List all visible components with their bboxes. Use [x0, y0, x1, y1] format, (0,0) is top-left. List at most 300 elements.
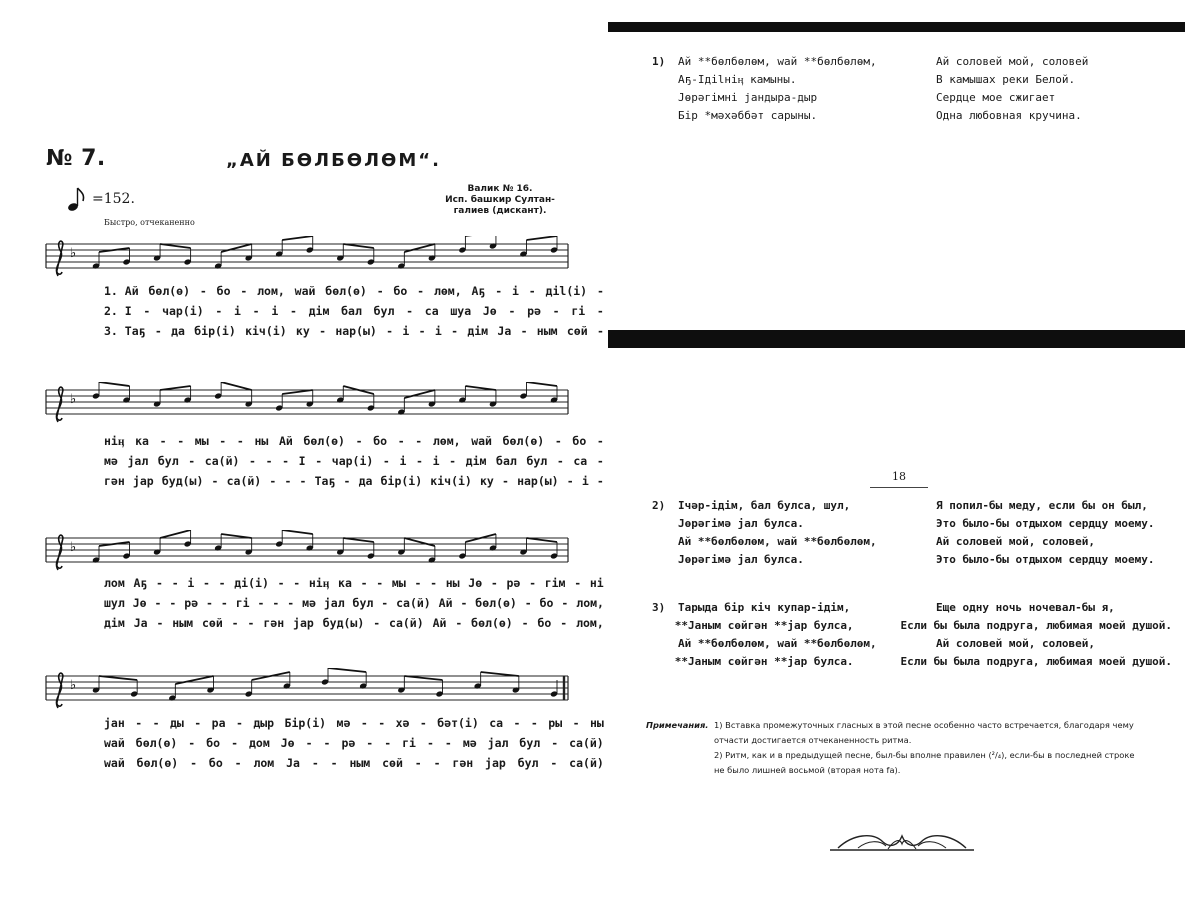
verse-translation-text: Если бы была подруга, любимая моей душой.: [900, 654, 1172, 668]
lyric-syllable: -: [596, 324, 604, 338]
flat-icon: ♭: [70, 392, 77, 407]
lyric-syllable: -: [135, 716, 143, 730]
lyric-syllable: -: [299, 474, 307, 488]
verse-translation-text: Ай соловей мой, соловей,: [936, 636, 1095, 650]
lyric-syllable: -: [382, 454, 390, 468]
lyric-syllable: -: [154, 324, 162, 338]
lyric-syllable: дом: [248, 736, 270, 750]
lyric-line: [104, 304, 604, 318]
note-beam: [99, 382, 130, 386]
lyric-syllable: -: [501, 474, 509, 488]
lyric-syllable: -: [451, 324, 459, 338]
lyric-syllable: дім: [104, 616, 125, 630]
lyric-syllable: ка: [338, 576, 352, 590]
lyric-syllable: jал: [323, 596, 345, 610]
lyric-syllable: бо: [206, 736, 221, 750]
verse-translation-text: Ай соловей мой, соловей: [936, 54, 1089, 68]
verse-line: [652, 532, 1172, 550]
lyric-syllable: хә: [395, 716, 410, 730]
lyric-syllable: -: [360, 716, 368, 730]
lyric-syllable: мә: [302, 596, 316, 610]
lyric-syllable: і: [187, 576, 195, 590]
lyric-syllable: ны: [589, 716, 604, 730]
verse-original-text: Ай **бөлбөлөм, wай **бөлбөлөм,: [678, 534, 877, 548]
verse-translation-text: Это было-бы отдыхом сердцу моему.: [936, 516, 1155, 530]
footnotes: [646, 718, 1182, 778]
lyric-line: [104, 434, 604, 448]
music-system: [44, 218, 604, 338]
lyric-syllable: -: [572, 716, 580, 730]
note-beam: [221, 244, 252, 252]
verse-line: [652, 616, 1172, 634]
lyric-syllable: -: [231, 736, 238, 750]
lyric-syllable: Jө: [132, 596, 147, 610]
tempo-marking: [66, 186, 135, 212]
verse-original-text: **Jаным сөйгән **jар булса.: [674, 654, 854, 668]
page-number-rule: [870, 487, 928, 488]
lyric-syllable: -: [508, 304, 516, 318]
note-text: отчасти достигается отчеканенность ритма.: [714, 735, 912, 745]
note-beam: [282, 390, 313, 394]
flat-icon: ♭: [70, 678, 77, 693]
lyric-syllable: мә: [336, 716, 351, 730]
note-beam: [175, 676, 213, 684]
lyric-syllable: са(й): [569, 736, 604, 750]
music-system: [44, 668, 604, 770]
lyric-syllable: -: [247, 616, 255, 630]
verse-original-text: Бір *мәхәббәт сарыны.: [678, 108, 818, 122]
lyric-syllable: -: [190, 756, 198, 770]
lyric-syllable: нар(ы): [517, 474, 559, 488]
lyric-syllable: ку: [295, 324, 310, 338]
lyric-syllable: -: [169, 596, 177, 610]
lyric-syllable: -: [282, 454, 290, 468]
lyric-syllable: -: [449, 454, 457, 468]
treble-clef-icon: [56, 673, 63, 708]
lyric-syllable: -: [596, 434, 604, 448]
lyric-syllable: лом: [104, 576, 125, 590]
lyric-syllable: са(й): [226, 474, 262, 488]
lyric-syllable: -: [417, 284, 425, 298]
lyric-syllable: бөл(ө): [148, 284, 191, 298]
text-page: [600, 0, 1200, 900]
note-beam: [160, 244, 191, 248]
note-beam: [282, 530, 313, 534]
lyric-syllable: jар: [485, 756, 506, 770]
lyric-syllable: лом,: [576, 596, 604, 610]
lyric-syllable: бо: [539, 596, 554, 610]
recording-info-line: галиев (дискант).: [453, 206, 547, 216]
lyric-line: [104, 284, 604, 298]
lyric-syllable: -: [277, 576, 285, 590]
lyric-syllable: wай: [104, 736, 125, 750]
lyric-syllable: ді(і): [234, 576, 269, 590]
lyric-syllable: Jө: [280, 736, 295, 750]
verse-line: [652, 634, 1172, 652]
lyric-syllable: бөл(ө): [325, 284, 367, 298]
lyric-syllable: -: [556, 454, 564, 468]
lyric-syllable: гән: [452, 756, 474, 770]
lyric-syllable: і: [511, 284, 519, 298]
lyric-syllable: -: [490, 576, 498, 590]
lyric-syllable: -: [414, 756, 422, 770]
lyric-syllable: -: [433, 756, 441, 770]
lyric-syllable: са: [424, 304, 439, 318]
lyric-syllable: -: [596, 474, 604, 488]
lyric-syllable: -: [520, 324, 528, 338]
lyric-syllable: са(й): [204, 454, 240, 468]
lyric-syllable: -: [257, 596, 265, 610]
lyric-syllable: -: [528, 284, 536, 298]
lyric-syllable: ра: [211, 716, 226, 730]
lyric-syllable: бо: [216, 284, 231, 298]
lyric-line: [104, 716, 604, 730]
lyric-syllable: Jа: [497, 324, 512, 338]
lyric-syllable: бул: [519, 736, 541, 750]
eighth-note-icon: [66, 186, 88, 212]
note-beam: [404, 244, 435, 252]
lyric-syllable: бөл(ө): [136, 756, 179, 770]
note-beam: [99, 676, 137, 680]
verse-original-text: Ай **бөлбөлөм, wай **бөлбөлөм,: [678, 636, 877, 650]
note-beam: [343, 244, 374, 248]
lyric-syllable: -: [460, 596, 468, 610]
lyric-line: [104, 596, 604, 610]
lyric-syllable: ным: [536, 324, 558, 338]
lyric-syllable: дыр: [253, 716, 275, 730]
lyric-syllable: са: [489, 716, 504, 730]
verse-translation-text: Сердце мое сжигает: [936, 90, 1056, 104]
recording-info: [420, 184, 580, 217]
lyric-syllable: бул: [157, 454, 179, 468]
lyric-line: [104, 324, 604, 338]
lyric-syllable: ным: [349, 756, 371, 770]
lyric-syllable: -: [384, 736, 392, 750]
staff: [44, 382, 572, 426]
lyric-syllable: мә: [462, 736, 477, 750]
lyric-syllable: ніӊ: [104, 434, 125, 448]
verse-block: [652, 496, 1172, 568]
lyric-syllable: -: [235, 716, 243, 730]
lyric-syllable: -: [171, 576, 179, 590]
lyric-syllable: -: [513, 716, 521, 730]
lyric-syllable: -: [215, 304, 223, 318]
lyric-syllable: лөм,: [433, 284, 462, 298]
lyric-syllable: -: [188, 454, 196, 468]
lyric-syllable: -: [406, 304, 414, 318]
lyric-syllable: бул: [352, 596, 374, 610]
lyric-syllable: -: [560, 616, 568, 630]
verse-original-text: Ай **бөлбөлөм, wай **бөлбөлөм,: [678, 54, 877, 68]
lyric-line: [104, 756, 604, 770]
verse-translation-text: В камышах реки Белой.: [936, 72, 1076, 86]
note-beam: [526, 538, 557, 542]
lyric-syllable: -: [376, 284, 384, 298]
lyric-syllable: бөл(ө): [135, 736, 178, 750]
lyric-syllable: бул: [373, 304, 395, 318]
lyric-syllable: са: [573, 454, 588, 468]
lyric-syllable: бул: [517, 756, 539, 770]
lyric-syllable: -: [289, 304, 297, 318]
lyric-syllable: -: [561, 596, 569, 610]
note-beam: [526, 236, 557, 240]
lyric-line: [104, 736, 604, 750]
lyric-syllable: гі: [571, 304, 586, 318]
lyric-syllable: -: [269, 474, 277, 488]
lyric-syllable: -: [550, 756, 558, 770]
lyric-syllable: -: [455, 616, 463, 630]
lyric-line: [104, 576, 604, 590]
lyric-syllable: -: [596, 304, 604, 318]
lyric-syllable: -: [330, 756, 338, 770]
lyric-syllable: мы: [194, 434, 209, 448]
lyric-syllable: рә: [184, 596, 199, 610]
lyric-syllable: бо: [537, 616, 552, 630]
note-beam: [282, 236, 313, 240]
lyric-syllable: -: [521, 616, 529, 630]
lyric-syllable: -: [287, 596, 295, 610]
lyric-syllable: лом,: [257, 284, 285, 298]
lyric-syllable: чар(і): [331, 454, 374, 468]
lyric-syllable: і: [271, 304, 279, 318]
verse-translation-text: Одна любовная кручина.: [936, 108, 1082, 122]
note-beam: [465, 386, 496, 390]
lyric-syllable: -: [596, 454, 604, 468]
lyric-syllable: бо: [373, 434, 388, 448]
lyric-syllable: Ай: [438, 596, 453, 610]
lyric-syllable: Jө: [468, 576, 483, 590]
page-number: 18: [892, 470, 906, 483]
lyric-syllable: -: [426, 736, 434, 750]
lyric-syllable: -: [376, 576, 384, 590]
verse-line: [652, 70, 1172, 88]
note-beam: [328, 668, 366, 672]
lyric-syllable: гім: [544, 576, 566, 590]
lyric-syllable: wай: [471, 434, 492, 448]
lyric-syllable: і: [581, 474, 589, 488]
lyric-syllable: І: [298, 454, 306, 468]
lyric-syllable: ды: [169, 716, 184, 730]
lyric-syllable: -: [272, 596, 280, 610]
lyric-syllable: -: [419, 716, 427, 730]
lyric-syllable: Аҕ: [471, 284, 486, 298]
verse-line: [652, 598, 1172, 616]
lyric-syllable: бо: [572, 434, 587, 448]
lyric-syllable: jар: [293, 616, 314, 630]
verse-translation-text: Это было-бы отдыхом сердцу моему.: [936, 552, 1155, 566]
lyric-syllable: jан: [104, 716, 125, 730]
verse-number: 2): [652, 498, 666, 512]
lyric-syllable: -: [495, 284, 503, 298]
verse-original-text: **Jаным сөйгән **jар булса,: [674, 618, 854, 632]
lyric-syllable: буд(ы): [322, 616, 365, 630]
ornament-icon: [828, 828, 976, 854]
note-beam: [221, 382, 252, 390]
lyric-syllable: ны: [254, 434, 269, 448]
verse-number: 1): [652, 54, 666, 68]
lyric-syllable: і: [402, 324, 410, 338]
lyric-syllable: -: [323, 736, 331, 750]
lyric-syllable: шуа: [450, 304, 472, 318]
lyric-syllable: мы: [391, 576, 406, 590]
lyric-syllable: -: [231, 616, 239, 630]
lyric-syllable: -: [219, 434, 227, 448]
music-system: [44, 382, 604, 488]
verse-block: [652, 598, 1172, 670]
note-beam: [404, 538, 435, 546]
lyric-syllable: -: [211, 474, 219, 488]
verse-original-text: Тарыда бір кіч купар-ідім,: [678, 600, 851, 614]
verse-line: [652, 550, 1172, 568]
lyric-syllable: ні: [589, 576, 604, 590]
note-row: [646, 718, 1182, 733]
lyric-syllable: діl(і): [545, 284, 588, 298]
lyric-syllable: да: [171, 324, 185, 338]
lyric-syllable: -: [156, 576, 163, 590]
verse-translation-text: Еще одну ночь ночевал-бы я,: [936, 600, 1115, 614]
note-beam: [404, 676, 442, 680]
lyric-syllable: Аҕ: [133, 576, 148, 590]
lyric-syllable: jал: [127, 454, 149, 468]
lyric-syllable: рә: [506, 576, 521, 590]
lyric-syllable: бо: [208, 756, 223, 770]
note-beam: [404, 390, 435, 398]
note-text: 1) Вставка промежуточных гласных в этой песне особенно часто встречается, благодаря чему: [714, 720, 1134, 730]
lyric-syllable: буд(ы): [161, 474, 204, 488]
lyric-syllable: дім: [467, 324, 489, 338]
lyric-syllable: -: [293, 576, 301, 590]
tempo-value: =152.: [92, 191, 135, 207]
lyric-syllable: wай: [294, 284, 316, 298]
lyric-syllable: -: [418, 324, 426, 338]
lyric-syllable: -: [311, 756, 319, 770]
lyric-syllable: -: [529, 576, 536, 590]
lyric-syllable: Таҕ: [314, 474, 336, 488]
lyric-syllable: бөл(ө): [502, 434, 545, 448]
lyric-syllable: 1. Ай: [104, 284, 139, 298]
lyric-syllable: -: [199, 284, 207, 298]
lyric-syllable: -: [265, 454, 273, 468]
lyric-syllable: 3. Таҕ: [104, 324, 146, 338]
verse-number: 3): [652, 600, 666, 614]
verse-original-text: Jөрәгімні jандыра-дыр: [678, 90, 818, 104]
lyric-syllable: Ай: [432, 616, 447, 630]
lyric-syllable: -: [218, 576, 226, 590]
treble-clef-icon: [56, 241, 63, 276]
lyric-syllable: -: [430, 576, 438, 590]
lyric-syllable: -: [240, 284, 248, 298]
lyric-syllable: -: [156, 616, 164, 630]
lyric-syllable: ным: [172, 616, 194, 630]
lyric-syllable: да: [358, 474, 373, 488]
lyric-syllable: -: [378, 716, 386, 730]
verse-line: [652, 514, 1172, 532]
lyric-syllable: -: [524, 596, 532, 610]
lyric-syllable: і: [399, 454, 407, 468]
lyric-syllable: кіч(і): [430, 474, 472, 488]
lyric-syllable: ры: [548, 716, 563, 730]
lyric-syllable: -: [205, 596, 213, 610]
lyric-syllable: бөл(ө): [471, 616, 513, 630]
lyric-syllable: са(й): [396, 596, 431, 610]
lyric-syllable: дім: [465, 454, 487, 468]
lyric-syllable: -: [360, 576, 368, 590]
lyric-syllable: -: [596, 284, 604, 298]
lyric-syllable: дім: [308, 304, 330, 318]
lyric-syllable: са(й): [569, 756, 604, 770]
lyric-syllable: -: [397, 434, 405, 448]
treble-clef-icon: [56, 387, 63, 422]
lyric-syllable: рә: [527, 304, 541, 318]
lyric-syllable: -: [566, 474, 574, 488]
lyric-syllable: бір(і): [380, 474, 423, 488]
song-number: № 7.: [46, 146, 106, 171]
verse-line: [652, 106, 1172, 124]
lyric-syllable: -: [154, 596, 162, 610]
lyric-syllable: кіч(і): [245, 324, 287, 338]
lyric-syllable: -: [366, 736, 374, 750]
staff: [44, 236, 572, 280]
verse-block: [652, 52, 1172, 124]
lyric-syllable: бөл(ө): [475, 596, 517, 610]
note-beam: [526, 382, 557, 386]
treble-clef-icon: [56, 535, 63, 570]
expression-marking: Быстро, отчеканенно: [104, 218, 195, 227]
flat-icon: ♭: [70, 540, 77, 555]
lyric-syllable: -: [574, 576, 582, 590]
lyric-syllable: -: [381, 596, 389, 610]
verse-original-text: Jөрәгімә jал булса.: [678, 516, 804, 530]
lyric-syllable: -: [444, 736, 452, 750]
lyric-syllable: бал: [341, 304, 362, 318]
lyric-syllable: Бір(і): [284, 716, 327, 730]
lyric-syllable: лом,: [576, 616, 604, 630]
recording-info-line: Валик № 16.: [467, 184, 533, 194]
middle-rule: [608, 330, 1185, 348]
note-beam: [481, 672, 519, 676]
lyric-syllable: ны: [445, 576, 460, 590]
lyric-syllable: і: [434, 324, 442, 338]
song-title: „АЙ БӨЛБӨЛӨМ“.: [226, 150, 441, 171]
recording-info-line: Исп. башкир Султан-: [445, 195, 555, 205]
lyric-syllable: -: [236, 434, 244, 448]
top-rule: [608, 22, 1185, 32]
staff: [44, 530, 572, 574]
verse-original-text: Аҕ-Ідіlніӊ камыны.: [678, 72, 797, 86]
verse-original-text: Jөрәгімә jал булса.: [678, 552, 804, 566]
lyric-syllable: -: [202, 576, 210, 590]
lyric-syllable: -: [234, 756, 242, 770]
lyric-syllable: гі: [235, 596, 250, 610]
lyric-syllable: ку: [479, 474, 494, 488]
lyric-syllable: лом: [253, 756, 275, 770]
lyric-syllable: і: [432, 454, 440, 468]
lyric-syllable: -: [177, 434, 185, 448]
lyric-syllable: -: [355, 434, 363, 448]
lyric-syllable: бо: [393, 284, 408, 298]
lyric-syllable: сөй: [382, 756, 403, 770]
lyric-syllable: -: [530, 716, 538, 730]
note-text: не было лишней восьмой (вторая нота fa).: [714, 765, 901, 775]
notes-label: Примечания.: [646, 720, 709, 730]
lyric-syllable: Ай: [278, 434, 293, 448]
staff: [44, 668, 572, 712]
lyric-syllable: Jа: [133, 616, 148, 630]
lyric-syllable: -: [220, 596, 228, 610]
verse-line: [652, 88, 1172, 106]
lyric-syllable: гән: [263, 616, 285, 630]
verse-original-text: Ічәр-ідім, бал булса, шул,: [678, 498, 851, 512]
